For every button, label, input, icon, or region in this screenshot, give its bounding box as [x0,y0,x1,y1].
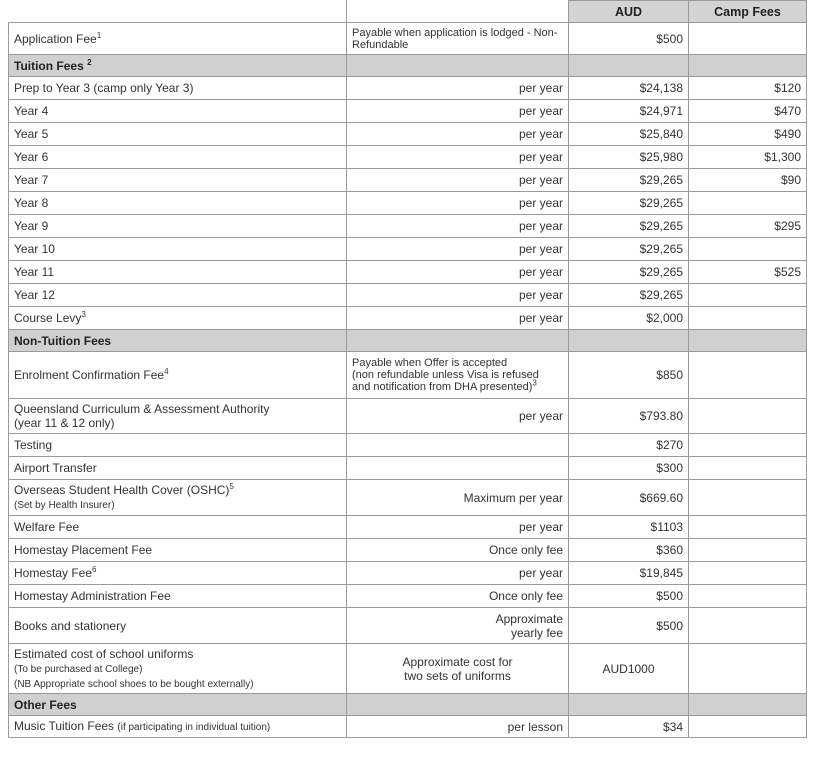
fee-label-text: Year 8 [14,196,49,210]
fee-camp-amount: $120 [689,77,807,100]
fee-label-note: (if participating in individual tuition) [117,722,271,733]
fee-camp-amount: $490 [689,123,807,146]
section-title-text: Tuition Fees [14,58,84,73]
fee-label [9,585,347,608]
fee-label [9,238,347,261]
fee-label [9,77,347,100]
fee-aud-amount: AUD1000 [569,644,689,694]
fee-label-text: Homestay Administration Fee [14,589,171,603]
fee-label [9,399,347,434]
fee-period-text: per year [518,288,563,302]
fee-period [347,516,569,539]
fee-period [347,352,569,399]
fee-period-line: Approximate [495,611,563,626]
fee-period [347,399,569,434]
table-row [9,516,807,539]
fee-label-text: Year 12 [14,288,55,302]
fees-table [8,0,807,738]
fee-period [347,100,569,123]
fee-label [9,539,347,562]
fee-label-text: Airport Transfer [14,461,97,475]
fee-label [9,261,347,284]
fee-period-text: per year [518,81,563,95]
table-row [9,100,807,123]
fee-period-text: Once only fee [488,543,563,557]
fee-aud-amount: $24,138 [569,77,689,100]
fee-label [9,480,347,516]
fee-period-text: Payable when application is lodged - Non- Refundable [352,26,558,51]
fee-period [347,169,569,192]
header-row [9,1,807,23]
table-row [9,169,807,192]
fee-camp-amount [689,585,807,608]
fee-camp-amount [689,284,807,307]
fee-period [347,480,569,516]
section-row [9,330,807,352]
section-blank [689,694,807,716]
fee-label-text: Testing [14,438,53,452]
header-blank-label [9,1,347,23]
table-row [9,261,807,284]
table-row [9,539,807,562]
fee-table-body [9,23,807,738]
fee-aud-amount: $24,971 [569,100,689,123]
fee-period-text: per year [518,242,563,256]
table-row [9,23,807,55]
fee-sublabel: (year 11 & 12 only) [14,416,115,430]
fee-period-text: per year [518,150,563,164]
superscript-marker: 1 [96,30,102,40]
fee-aud-amount: $34 [569,716,689,738]
fee-period-text: per year [518,520,563,534]
fee-camp-amount: $470 [689,100,807,123]
fee-period-text: per year [518,566,563,580]
fee-camp-amount: $1,300 [689,146,807,169]
header-aud: AUD [569,1,689,23]
header-blank-period [347,1,569,23]
table-row [9,307,807,330]
fee-aud-amount: $500 [569,585,689,608]
table-row [9,238,807,261]
fee-period [347,562,569,585]
fee-label [9,716,347,738]
fee-period-text: Maximum per year [463,490,563,505]
fee-camp-amount [689,238,807,261]
fee-camp-amount [689,716,807,738]
fee-period-text: Once only fee [488,589,563,603]
table-row [9,192,807,215]
fee-period [347,716,569,738]
fee-period [347,123,569,146]
fee-label-text: Course Levy [14,311,82,325]
fee-aud-amount: $793.80 [569,399,689,434]
fee-label-text: Year 11 [14,265,55,279]
fee-period-text: per year [518,127,563,141]
fee-camp-amount [689,457,807,480]
fee-period-line: Approximate cost for [402,654,513,669]
fee-camp-amount [689,608,807,644]
fee-label-text: Year 4 [14,104,49,118]
fee-period [347,307,569,330]
section-title [9,55,347,77]
fee-label-text: Year 10 [14,242,55,256]
fee-period-text: per year [518,311,563,325]
fee-label-text: Homestay Placement Fee [14,543,153,557]
fee-aud-amount: $270 [569,434,689,457]
table-row [9,284,807,307]
fee-camp-amount [689,399,807,434]
fee-aud-amount: $669.60 [569,480,689,516]
superscript-marker: 5 [229,482,234,491]
fee-period-text: per year [518,173,563,187]
fee-period [347,539,569,562]
table-row [9,585,807,608]
fee-period-text: per year [518,196,563,210]
fee-camp-amount: $90 [689,169,807,192]
fee-aud-amount: $29,265 [569,215,689,238]
fee-label [9,123,347,146]
fee-label [9,608,347,644]
table-row [9,352,807,399]
fee-period [347,457,569,480]
fee-label-text: Enrolment Confirmation Fee [14,368,165,382]
section-title [9,330,347,352]
fee-period [347,23,569,55]
fee-label [9,146,347,169]
superscript-marker: 6 [92,565,97,574]
fee-label [9,516,347,539]
fee-label-text: Prep to Year 3 (camp only Year 3) [14,81,194,95]
fee-label [9,23,347,55]
fee-label [9,169,347,192]
fee-sublabel: (Set by Health Insurer) [14,500,115,511]
fee-aud-amount: $300 [569,457,689,480]
fee-label-text: Books and stationery [14,618,127,633]
fee-label [9,215,347,238]
section-blank [569,55,689,77]
table-row [9,457,807,480]
fee-label-text: Queensland Curriculum & Assessment Authority [14,402,270,416]
fee-label [9,434,347,457]
fee-camp-amount [689,23,807,55]
superscript-marker: 3 [81,310,86,319]
fee-aud-amount: $29,265 [569,238,689,261]
fee-aud-amount: $500 [569,23,689,55]
fee-label [9,307,347,330]
fee-label-text: Homestay Fee [14,566,93,580]
section-blank [347,694,569,716]
fee-camp-amount [689,434,807,457]
fee-aud-amount: $25,840 [569,123,689,146]
section-title-text: Non-Tuition Fees [14,333,112,348]
fee-camp-amount [689,516,807,539]
fee-period-line: and notification from DHA presented) [352,381,533,393]
fee-label-text: Welfare Fee [14,520,80,534]
fee-period [347,608,569,644]
section-blank [569,694,689,716]
fee-aud-amount: $19,845 [569,562,689,585]
fee-period-line: (non refundable unless Visa is refused [352,369,539,381]
fee-aud-amount: $29,265 [569,284,689,307]
fee-aud-amount: $360 [569,539,689,562]
section-title-text: Other Fees [14,697,77,712]
fee-aud-amount: $29,265 [569,192,689,215]
fee-period [347,261,569,284]
superscript-marker: 3 [532,378,537,388]
fee-period [347,284,569,307]
fee-aud-amount: $29,265 [569,169,689,192]
fee-label-text: Year 9 [14,219,49,233]
fee-label-text: Music Tuition Fees [14,719,115,733]
section-row [9,694,807,716]
fee-label-text: Overseas Student Health Cover (OSHC) [14,483,230,497]
table-row [9,399,807,434]
fee-period [347,192,569,215]
fee-aud-amount: $1103 [569,516,689,539]
fee-label-text: Application Fee [14,31,97,46]
fee-aud-amount: $25,980 [569,146,689,169]
fee-period-line: two sets of uniforms [404,668,511,683]
fee-aud-amount: $850 [569,352,689,399]
table-row [9,608,807,644]
section-blank [689,55,807,77]
fee-period [347,644,569,694]
fee-period [347,434,569,457]
fee-label-text: Year 6 [14,150,49,164]
fee-period [347,215,569,238]
fee-aud-amount: $2,000 [569,307,689,330]
fee-camp-amount: $525 [689,261,807,284]
fee-camp-amount [689,192,807,215]
fee-period-text: per lesson [507,719,563,734]
section-blank [347,55,569,77]
superscript-marker: 2 [87,57,92,67]
section-blank [689,330,807,352]
fee-label [9,457,347,480]
fee-period-line: Payable when Offer is accepted [352,357,508,369]
fee-period-text: per year [518,409,563,423]
fee-period [347,238,569,261]
table-row [9,480,807,516]
section-blank [569,330,689,352]
fee-sublabel: (To be purchased at College) [14,663,143,675]
fee-camp-amount [689,562,807,585]
section-title [9,694,347,716]
fee-label-text: Year 5 [14,127,49,141]
table-row [9,716,807,738]
section-row [9,55,807,77]
table-row [9,562,807,585]
fee-period [347,146,569,169]
table-row [9,146,807,169]
fee-label [9,562,347,585]
fee-camp-amount [689,307,807,330]
fee-label-text: Year 7 [14,173,49,187]
fee-camp-amount [689,644,807,694]
fee-label [9,192,347,215]
fee-period [347,585,569,608]
fee-aud-amount: $29,265 [569,261,689,284]
header-camp-fees: Camp Fees [689,1,807,23]
table-row [9,215,807,238]
fee-label [9,352,347,399]
table-row [9,434,807,457]
section-blank [347,330,569,352]
table-row [9,77,807,100]
table-row [9,644,807,694]
fee-period-text: per year [518,104,563,118]
fee-period [347,77,569,100]
fee-label [9,284,347,307]
fee-camp-amount [689,539,807,562]
fee-aud-amount: $500 [569,608,689,644]
fee-camp-amount [689,480,807,516]
fee-label-text: Estimated cost of school uniforms [14,646,194,661]
fee-sublabel: (NB Appropriate school shoes to be bought externally) [14,678,254,690]
fee-camp-amount [689,352,807,399]
fee-period-text: per year [518,265,563,279]
fee-label [9,644,347,694]
superscript-marker: 4 [164,367,169,376]
table-row [9,123,807,146]
fee-period-line: yearly fee [510,625,563,640]
fee-period-text: per year [518,219,563,233]
fee-label [9,100,347,123]
fee-camp-amount: $295 [689,215,807,238]
